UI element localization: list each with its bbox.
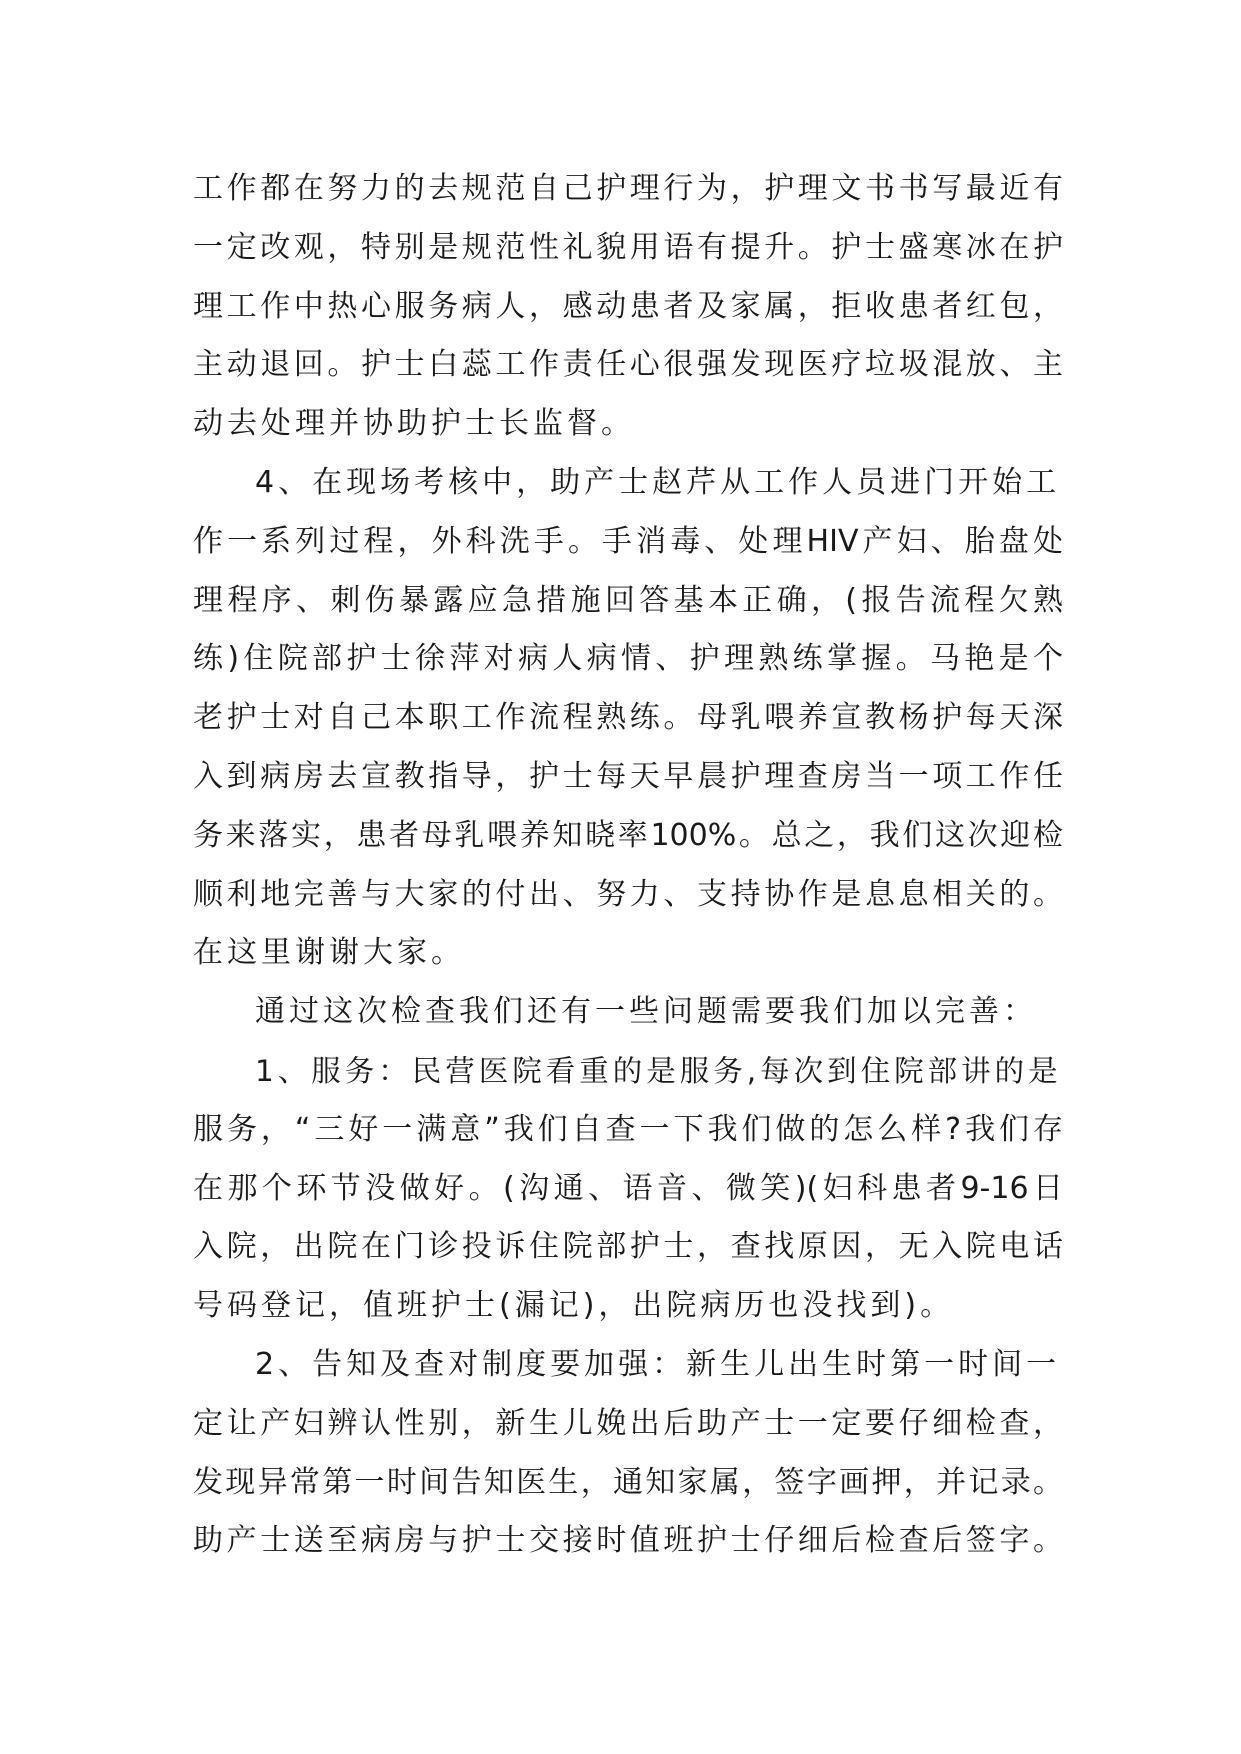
text-line: 4、在现场考核中，助产士赵芹从工作人员进门开始工 <box>255 464 1061 500</box>
text-line: 练)住院部护士徐萍对病人病情、护理熟练掌握。马艳是个 <box>193 641 1063 677</box>
text-line: 助产士送至病房与护士交接时值班护士仔细后检查后签字。 <box>193 1523 1063 1559</box>
text-line: 理工作中热心服务病人，感动患者及家属，拒收患者红包， <box>193 288 1063 324</box>
text-line: 通过这次检查我们还有一些问题需要我们加以完善： <box>255 994 1037 1030</box>
text-line: 号码登记，值班护士(漏记)，出院病历也没找到)。 <box>193 1288 955 1324</box>
text-line: 服务，“三好一满意”我们自查一下我们做的怎么样?我们存 <box>193 1111 1063 1147</box>
text-line: 一定改观，特别是规范性礼貌用语有提升。护士盛寒冰在护 <box>193 229 1063 265</box>
text-line: 务来落实，患者母乳喂养知晓率100%。总之，我们这次迎检 <box>193 817 1063 853</box>
text-line: 定让产妇辨认性别，新生儿娩出后助产士一定要仔细检查， <box>193 1405 1063 1441</box>
text-line: 动去处理并协助护士长监督。 <box>193 406 635 442</box>
document-body <box>193 160 1063 1571</box>
text-line: 主动退回。护士白蕊工作责任心很强发现医疗垃圾混放、主 <box>193 347 1063 383</box>
text-line: 在那个环节没做好。(沟通、语音、微笑)(妇科患者9-16日 <box>193 1170 1063 1206</box>
text-line: 作一系列过程，外科洗手。手消毒、处理HIV产妇、胎盘处 <box>193 523 1063 559</box>
text-line: 工作都在努力的去规范自己护理行为，护理文书书写最近有 <box>193 171 1063 206</box>
text-line: 顺利地完善与大家的付出、努力、支持协作是息息相关的。 <box>193 876 1063 912</box>
text-line: 2、告知及查对制度要加强：新生儿出生时第一时间一 <box>255 1346 1061 1382</box>
text-line: 入到病房去宣教指导，护士每天早晨护理查房当一项工作任 <box>193 758 1063 794</box>
text-line: 在这里谢谢大家。 <box>193 935 465 971</box>
text-line: 理程序、刺伤暴露应急措施回答基本正确，(报告流程欠熟 <box>193 582 1063 618</box>
text-line: 发现异常第一时间告知医生，通知家属，签字画押，并记录。 <box>193 1464 1063 1500</box>
text-line: 入院，出院在门诊投诉住院部护士，查找原因，无入院电话 <box>193 1229 1063 1265</box>
text-line: 1、服务：民营医院看重的是服务,每次到住院部讲的是 <box>255 1053 1062 1088</box>
text-line: 老护士对自己本职工作流程熟练。母乳喂养宣教杨护每天深 <box>193 700 1063 736</box>
